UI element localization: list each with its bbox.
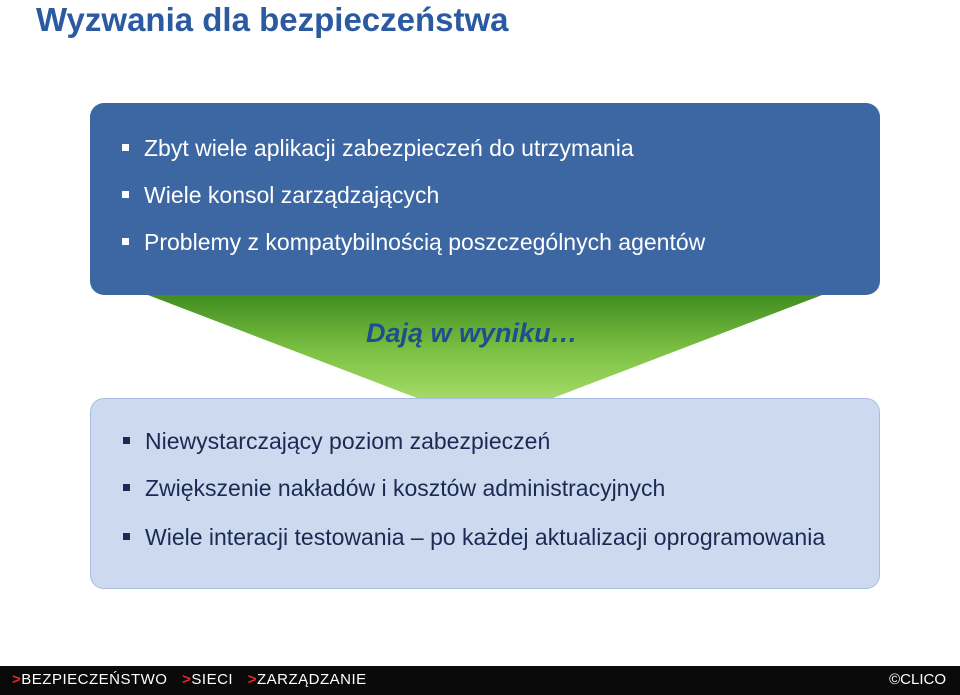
footer-separator: > bbox=[12, 671, 22, 688]
arrow-caption: Dają w wyniku… bbox=[366, 318, 578, 348]
footer-separator: > bbox=[182, 671, 192, 688]
list-item-text: Zbyt wiele aplikacji zabezpieczeń do utrzymania bbox=[144, 135, 634, 161]
results-list bbox=[91, 428, 879, 553]
brand-logo: ©CLICO bbox=[889, 671, 946, 688]
slide-title: Wyzwania dla bezpieczeństwa bbox=[36, 1, 509, 38]
list-item bbox=[144, 135, 880, 161]
footer-nav-item-networks[interactable]: SIECI bbox=[191, 671, 234, 688]
list-item bbox=[145, 475, 879, 501]
footer-nav-item-management[interactable]: ZARZĄDZANIE bbox=[257, 671, 367, 688]
list-item bbox=[144, 229, 880, 255]
list-item-text: Wiele interacji testowania – po każdej aktualizacji oprogramowania bbox=[145, 524, 826, 550]
results-box bbox=[90, 398, 880, 589]
problems-list bbox=[90, 135, 880, 255]
footer-nav bbox=[12, 671, 377, 688]
square-bullet-icon bbox=[123, 437, 130, 444]
square-bullet-icon bbox=[122, 191, 129, 198]
square-bullet-icon bbox=[122, 144, 129, 151]
list-item bbox=[145, 428, 879, 454]
footer-separator: > bbox=[247, 671, 258, 688]
list-item bbox=[145, 522, 879, 553]
list-item bbox=[144, 182, 880, 208]
footer-bar bbox=[0, 666, 960, 695]
list-item-text: Niewystarczający poziom zabezpieczeń bbox=[145, 428, 551, 454]
square-bullet-icon bbox=[123, 533, 130, 540]
square-bullet-icon bbox=[123, 484, 130, 491]
square-bullet-icon bbox=[122, 238, 129, 245]
footer-nav-item-security[interactable]: BEZPIECZEŃSTWO bbox=[21, 671, 168, 688]
list-item-text: Wiele konsol zarządzających bbox=[144, 182, 440, 208]
list-item-text: Zwiększenie nakładów i kosztów administracyjnych bbox=[145, 475, 666, 501]
problems-box bbox=[90, 103, 880, 295]
list-item-text: Problemy z kompatybilnością poszczególnych agentów bbox=[144, 229, 706, 255]
